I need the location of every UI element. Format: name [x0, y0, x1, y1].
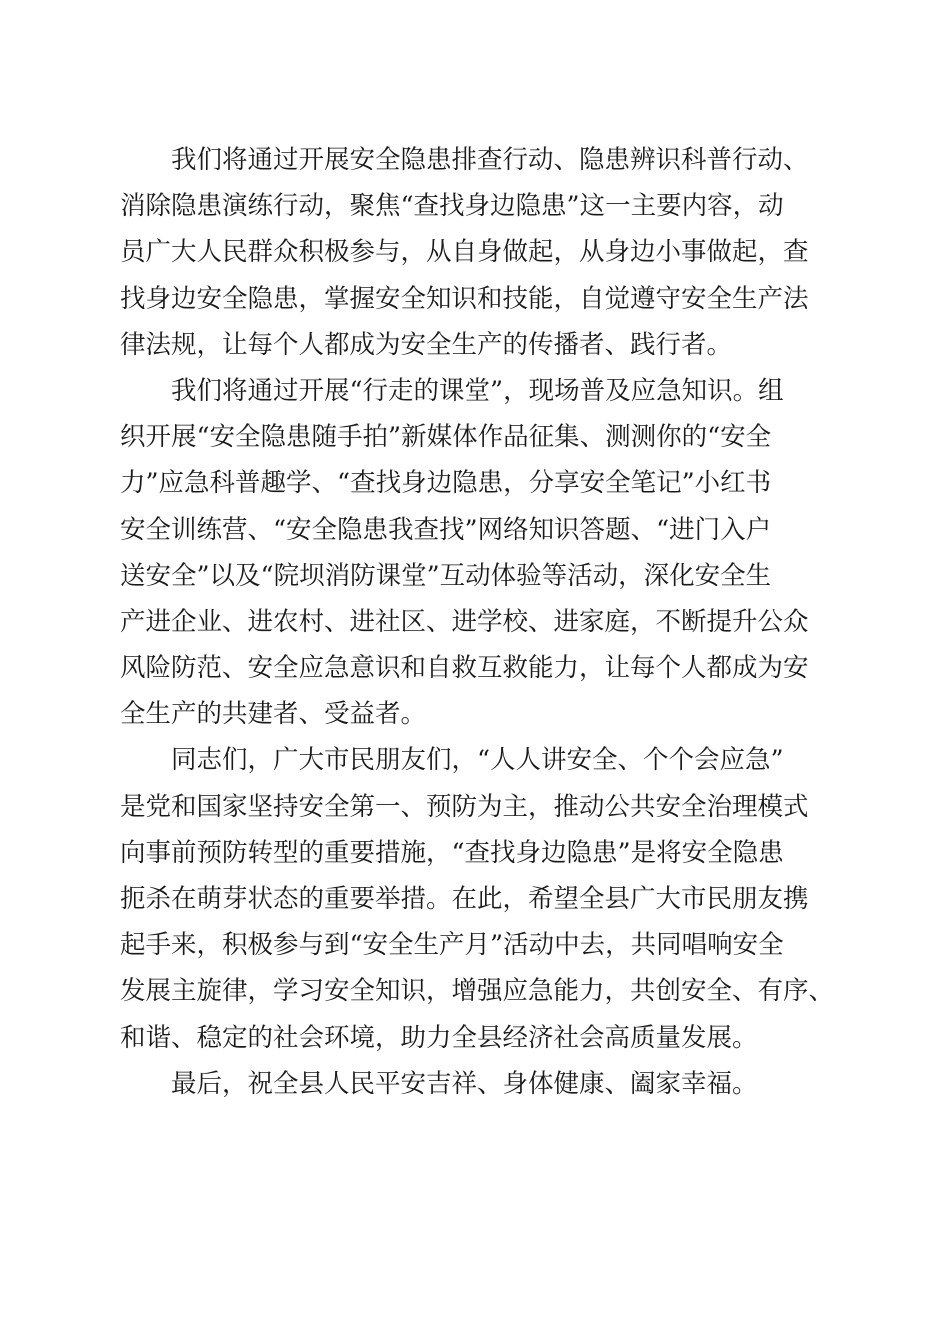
text-line: 送安全”以及“院坝消防课堂”互动体验等活动，深化安全生 [120, 560, 772, 591]
paragraph-closing-wishes [120, 1061, 840, 1107]
document-body [120, 137, 840, 1107]
text-line: 起手来，积极参与到“安全生产月”活动中去，共同唱响安全 [120, 930, 784, 961]
text-line: 最后，祝全县人民平安吉祥、身体健康、阖家幸福。 [171, 1068, 758, 1099]
text-line: 风险防范、安全应急意识和自救互救能力，让每个人都成为安 [120, 653, 809, 684]
text-line: 律法规，让每个人都成为安全生产的传播者、践行者。 [120, 329, 733, 360]
text-line: 员广大人民群众积极参与，从自身做起，从身边小事做起，查 [120, 237, 809, 268]
text-line: 产进企业、进农村、进社区、进学校、进家庭，不断提升公众 [120, 606, 809, 637]
text-line: 向事前预防转型的重要措施，“查找身边隐患”是将安全隐患 [120, 837, 784, 868]
text-line: 扼杀在萌芽状态的重要举措。在此，希望全县广大市民朋友携 [120, 884, 809, 914]
text-line: 发展主旋律，学习安全知识，增强应急能力，共创安全、有序、 [120, 976, 835, 1007]
text-line: 和谐、稳定的社会环境，助力全县经济社会高质量发展。 [120, 1022, 758, 1053]
text-line: 我们将通过开展“行走的课堂”，现场普及应急知识。组 [171, 375, 784, 406]
text-line: 织开展“安全隐患随手拍”新媒体作品征集、测测你的“安全 [120, 422, 772, 453]
paragraph-appeal [120, 737, 840, 1060]
text-line: 同志们，广大市民朋友们，“人人讲安全、个个会应急” [171, 745, 784, 776]
text-line: 我们将通过开展安全隐患排查行动、隐患辨识科普行动、 [171, 145, 809, 175]
paragraph-walking-classroom [120, 368, 840, 738]
text-line: 消除隐患演练行动，聚焦“查找身边隐患”这一主要内容，动 [120, 191, 784, 222]
text-line: 全生产的共建者、受益者。 [120, 699, 427, 730]
text-line: 力”应急科普趣学、“查找身边隐患，分享安全笔记”小红书 [120, 468, 772, 499]
text-line: 找身边安全隐患，掌握安全知识和技能，自觉遵守安全生产法 [120, 283, 809, 314]
paragraph-hazard-inspection [120, 137, 840, 368]
text-line: 是党和国家坚持安全第一、预防为主，推动公共安全治理模式 [120, 791, 809, 822]
text-line: 安全训练营、“安全隐患我查找”网络知识答题、“进门入户 [120, 514, 772, 545]
